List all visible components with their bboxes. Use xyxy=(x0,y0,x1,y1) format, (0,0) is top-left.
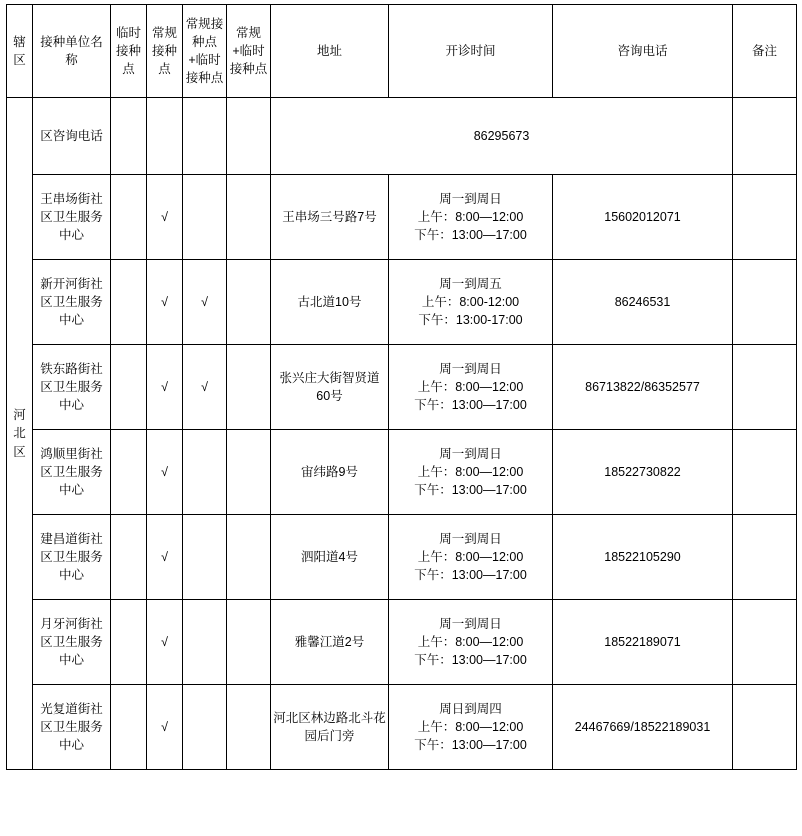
regular-and-temporary-mark xyxy=(227,600,271,685)
site-phone: 18522730822 xyxy=(553,430,733,515)
site-phone: 18522105290 xyxy=(553,515,733,600)
site-address: 泗阳道4号 xyxy=(271,515,389,600)
regular-site-mark: √ xyxy=(147,175,183,260)
regular-site-mark: √ xyxy=(147,600,183,685)
site-phone: 86246531 xyxy=(553,260,733,345)
site-phone: 18522189071 xyxy=(553,600,733,685)
site-address: 宙纬路9号 xyxy=(271,430,389,515)
opening-days: 周一到周日 xyxy=(439,361,502,376)
hotline-temp-cell xyxy=(111,98,147,175)
vaccination-site-table xyxy=(6,4,797,770)
header-unit-name: 接种单位名称 xyxy=(33,5,111,98)
site-address: 古北道10号 xyxy=(271,260,389,345)
opening-days: 周一到周五 xyxy=(439,276,502,291)
opening-hours xyxy=(389,175,553,260)
regular-plus-temporary-mark xyxy=(183,175,227,260)
header-opening-hours: 开诊时间 xyxy=(389,5,553,98)
unit-name: 光复道街社区卫生服务中心 xyxy=(33,685,111,770)
temporary-site-mark xyxy=(111,175,147,260)
unit-name: 铁东路街社区卫生服务中心 xyxy=(33,345,111,430)
header-district: 辖区 xyxy=(7,5,33,98)
temporary-site-mark xyxy=(111,345,147,430)
unit-name: 新开河街社区卫生服务中心 xyxy=(33,260,111,345)
temporary-site-mark xyxy=(111,685,147,770)
regular-site-mark: √ xyxy=(147,515,183,600)
district-hotline-row xyxy=(7,98,797,175)
opening-afternoon: 下午：13:00—17:00 xyxy=(414,483,527,498)
table-row xyxy=(7,515,797,600)
table-row xyxy=(7,685,797,770)
site-address: 河北区林边路北斗花园后门旁 xyxy=(271,685,389,770)
regular-and-temporary-mark xyxy=(227,345,271,430)
site-remark xyxy=(733,600,797,685)
site-remark xyxy=(733,345,797,430)
site-address: 雅馨江道2号 xyxy=(271,600,389,685)
opening-hours xyxy=(389,260,553,345)
unit-name: 建昌道街社区卫生服务中心 xyxy=(33,515,111,600)
site-address: 王串场三号路7号 xyxy=(271,175,389,260)
regular-plus-temporary-mark: √ xyxy=(183,260,227,345)
opening-morning: 上午：8:00—12:00 xyxy=(417,549,524,564)
site-phone: 24467669/18522189031 xyxy=(553,685,733,770)
site-remark xyxy=(733,515,797,600)
opening-hours xyxy=(389,600,553,685)
site-phone: 86713822/86352577 xyxy=(553,345,733,430)
regular-site-mark: √ xyxy=(147,430,183,515)
table-header-row xyxy=(7,5,797,98)
opening-days: 周一到周日 xyxy=(439,446,502,461)
site-remark xyxy=(733,430,797,515)
regular-plus-temporary-mark xyxy=(183,430,227,515)
opening-days: 周日到周四 xyxy=(439,701,502,716)
regular-and-temporary-mark xyxy=(227,685,271,770)
table-row xyxy=(7,430,797,515)
header-address: 地址 xyxy=(271,5,389,98)
opening-hours xyxy=(389,685,553,770)
opening-afternoon: 下午：13:00—17:00 xyxy=(414,228,527,243)
opening-days: 周一到周日 xyxy=(439,191,502,206)
regular-plus-temporary-mark xyxy=(183,515,227,600)
site-phone: 15602012071 xyxy=(553,175,733,260)
hotline-label: 区咨询电话 xyxy=(33,98,111,175)
regular-and-temporary-mark xyxy=(227,175,271,260)
site-remark xyxy=(733,260,797,345)
district-label-hebei: 河北区 xyxy=(7,98,33,770)
header-regular-plus-temporary-site: 常规接种点+临时接种点 xyxy=(183,5,227,98)
regular-site-mark: √ xyxy=(147,685,183,770)
header-temporary-site: 临时接种点 xyxy=(111,5,147,98)
hotline-both-cell xyxy=(183,98,227,175)
temporary-site-mark xyxy=(111,515,147,600)
table-row xyxy=(7,260,797,345)
hotline-regular-cell xyxy=(147,98,183,175)
site-address: 张兴庄大街智贤道60号 xyxy=(271,345,389,430)
opening-afternoon: 下午：13:00-17:00 xyxy=(418,313,523,328)
opening-days: 周一到周日 xyxy=(439,531,502,546)
hotline-remark-cell xyxy=(733,98,797,175)
opening-afternoon: 下午：13:00—17:00 xyxy=(414,398,527,413)
regular-and-temporary-mark xyxy=(227,260,271,345)
header-regular-site: 常规接种点 xyxy=(147,5,183,98)
opening-morning: 上午：8:00—12:00 xyxy=(417,719,524,734)
unit-name: 王串场街社区卫生服务中心 xyxy=(33,175,111,260)
opening-hours xyxy=(389,515,553,600)
regular-plus-temporary-mark: √ xyxy=(183,345,227,430)
opening-morning: 上午：8:00—12:00 xyxy=(417,209,524,224)
hotline-mixed-cell xyxy=(227,98,271,175)
header-phone: 咨询电话 xyxy=(553,5,733,98)
opening-hours xyxy=(389,430,553,515)
regular-site-mark: √ xyxy=(147,345,183,430)
header-remark: 备注 xyxy=(733,5,797,98)
opening-days: 周一到周日 xyxy=(439,616,502,631)
opening-hours xyxy=(389,345,553,430)
regular-and-temporary-mark xyxy=(227,430,271,515)
regular-and-temporary-mark xyxy=(227,515,271,600)
site-remark xyxy=(733,175,797,260)
opening-morning: 上午：8:00—12:00 xyxy=(417,379,524,394)
regular-site-mark: √ xyxy=(147,260,183,345)
header-regular-and-temporary-site: 常规+临时接种点 xyxy=(227,5,271,98)
temporary-site-mark xyxy=(111,260,147,345)
opening-afternoon: 下午：13:00—17:00 xyxy=(414,568,527,583)
site-remark xyxy=(733,685,797,770)
unit-name: 月牙河街社区卫生服务中心 xyxy=(33,600,111,685)
opening-morning: 上午：8:00-12:00 xyxy=(421,294,520,309)
opening-morning: 上午：8:00—12:00 xyxy=(417,634,524,649)
table-row xyxy=(7,175,797,260)
table-row xyxy=(7,345,797,430)
table-row xyxy=(7,600,797,685)
opening-afternoon: 下午：13:00—17:00 xyxy=(414,653,527,668)
regular-plus-temporary-mark xyxy=(183,685,227,770)
regular-plus-temporary-mark xyxy=(183,600,227,685)
opening-afternoon: 下午：13:00—17:00 xyxy=(414,738,527,753)
opening-morning: 上午：8:00—12:00 xyxy=(417,464,524,479)
temporary-site-mark xyxy=(111,430,147,515)
temporary-site-mark xyxy=(111,600,147,685)
hotline-number: 86295673 xyxy=(271,98,733,175)
unit-name: 鸿顺里街社区卫生服务中心 xyxy=(33,430,111,515)
